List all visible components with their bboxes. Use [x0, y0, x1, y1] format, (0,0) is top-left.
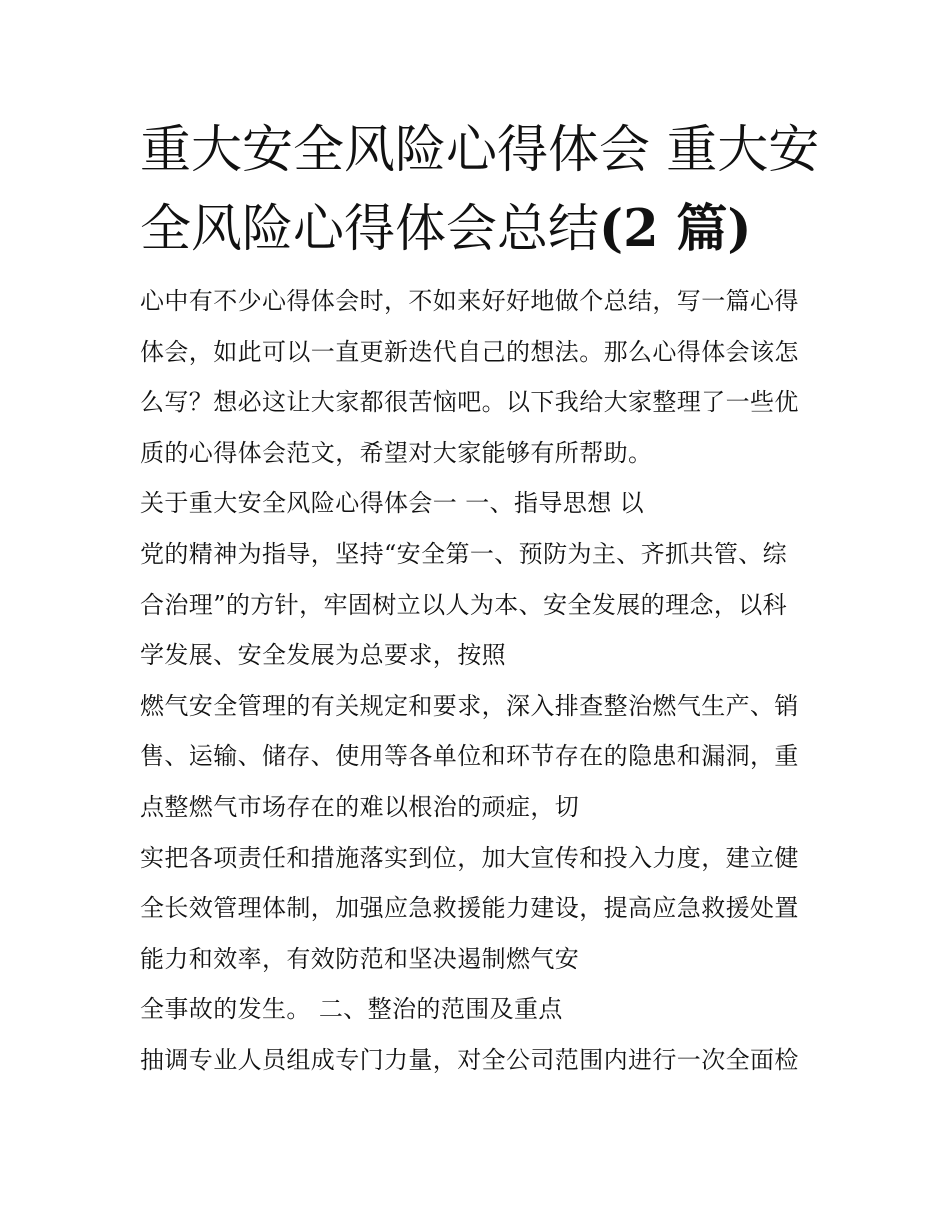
body-line: 关于重大安全风险心得体会一 一、指导思想 以: [140, 489, 645, 518]
title-count-suffix: (2 篇): [599, 199, 752, 259]
body-line: 么写？想必这让大家都很苦恼吧。以下我给大家整理了一些优: [140, 388, 799, 417]
body-line: 体会，如此可以一直更新迭代自己的想法。那么心得体会该怎: [140, 337, 799, 366]
body-line: 党的精神为指导，坚持“安全第一、预防为主、齐抓共管、综: [140, 539, 788, 568]
body-line: 全长效管理体制，加强应急救援能力建设，提高应急救援处置: [140, 894, 799, 923]
body-line: 合治理”的方针，牢固树立以人为本、安全发展的理念，以科: [140, 590, 788, 619]
title-line-1: 重大安全风险心得体会 重大安: [140, 121, 820, 180]
document-title: [140, 112, 820, 269]
document-body: [140, 276, 820, 1086]
title-line-2-text: 全风险心得体会总结: [140, 200, 600, 259]
body-line: 心中有不少心得体会时，不如来好好地做个总结，写一篇心得: [140, 287, 799, 315]
body-line: 全事故的发生。 二、整治的范围及重点: [140, 995, 563, 1024]
body-line: 质的心得体会范文，希望对大家能够有所帮助。: [140, 438, 653, 467]
body-line: 售、运输、储存、使用等各单位和环节存在的隐患和漏洞，重: [140, 742, 799, 771]
body-line: 抽调专业人员组成专门力量，对全公司范围内进行一次全面检: [140, 1045, 799, 1074]
body-line: 点整燃气市场存在的难以根治的顽症，切: [140, 792, 580, 821]
body-line: 能力和效率，有效防范和坚决遏制燃气安: [140, 944, 580, 973]
title-line-2: [140, 190, 820, 269]
body-line: 学发展、安全发展为总要求，按照: [140, 641, 506, 670]
body-line: 实把各项责任和措施落实到位，加大宣传和投入力度，建立健: [140, 843, 799, 872]
body-line: 燃气安全管理的有关规定和要求，深入排查整治燃气生产、销: [140, 691, 799, 720]
